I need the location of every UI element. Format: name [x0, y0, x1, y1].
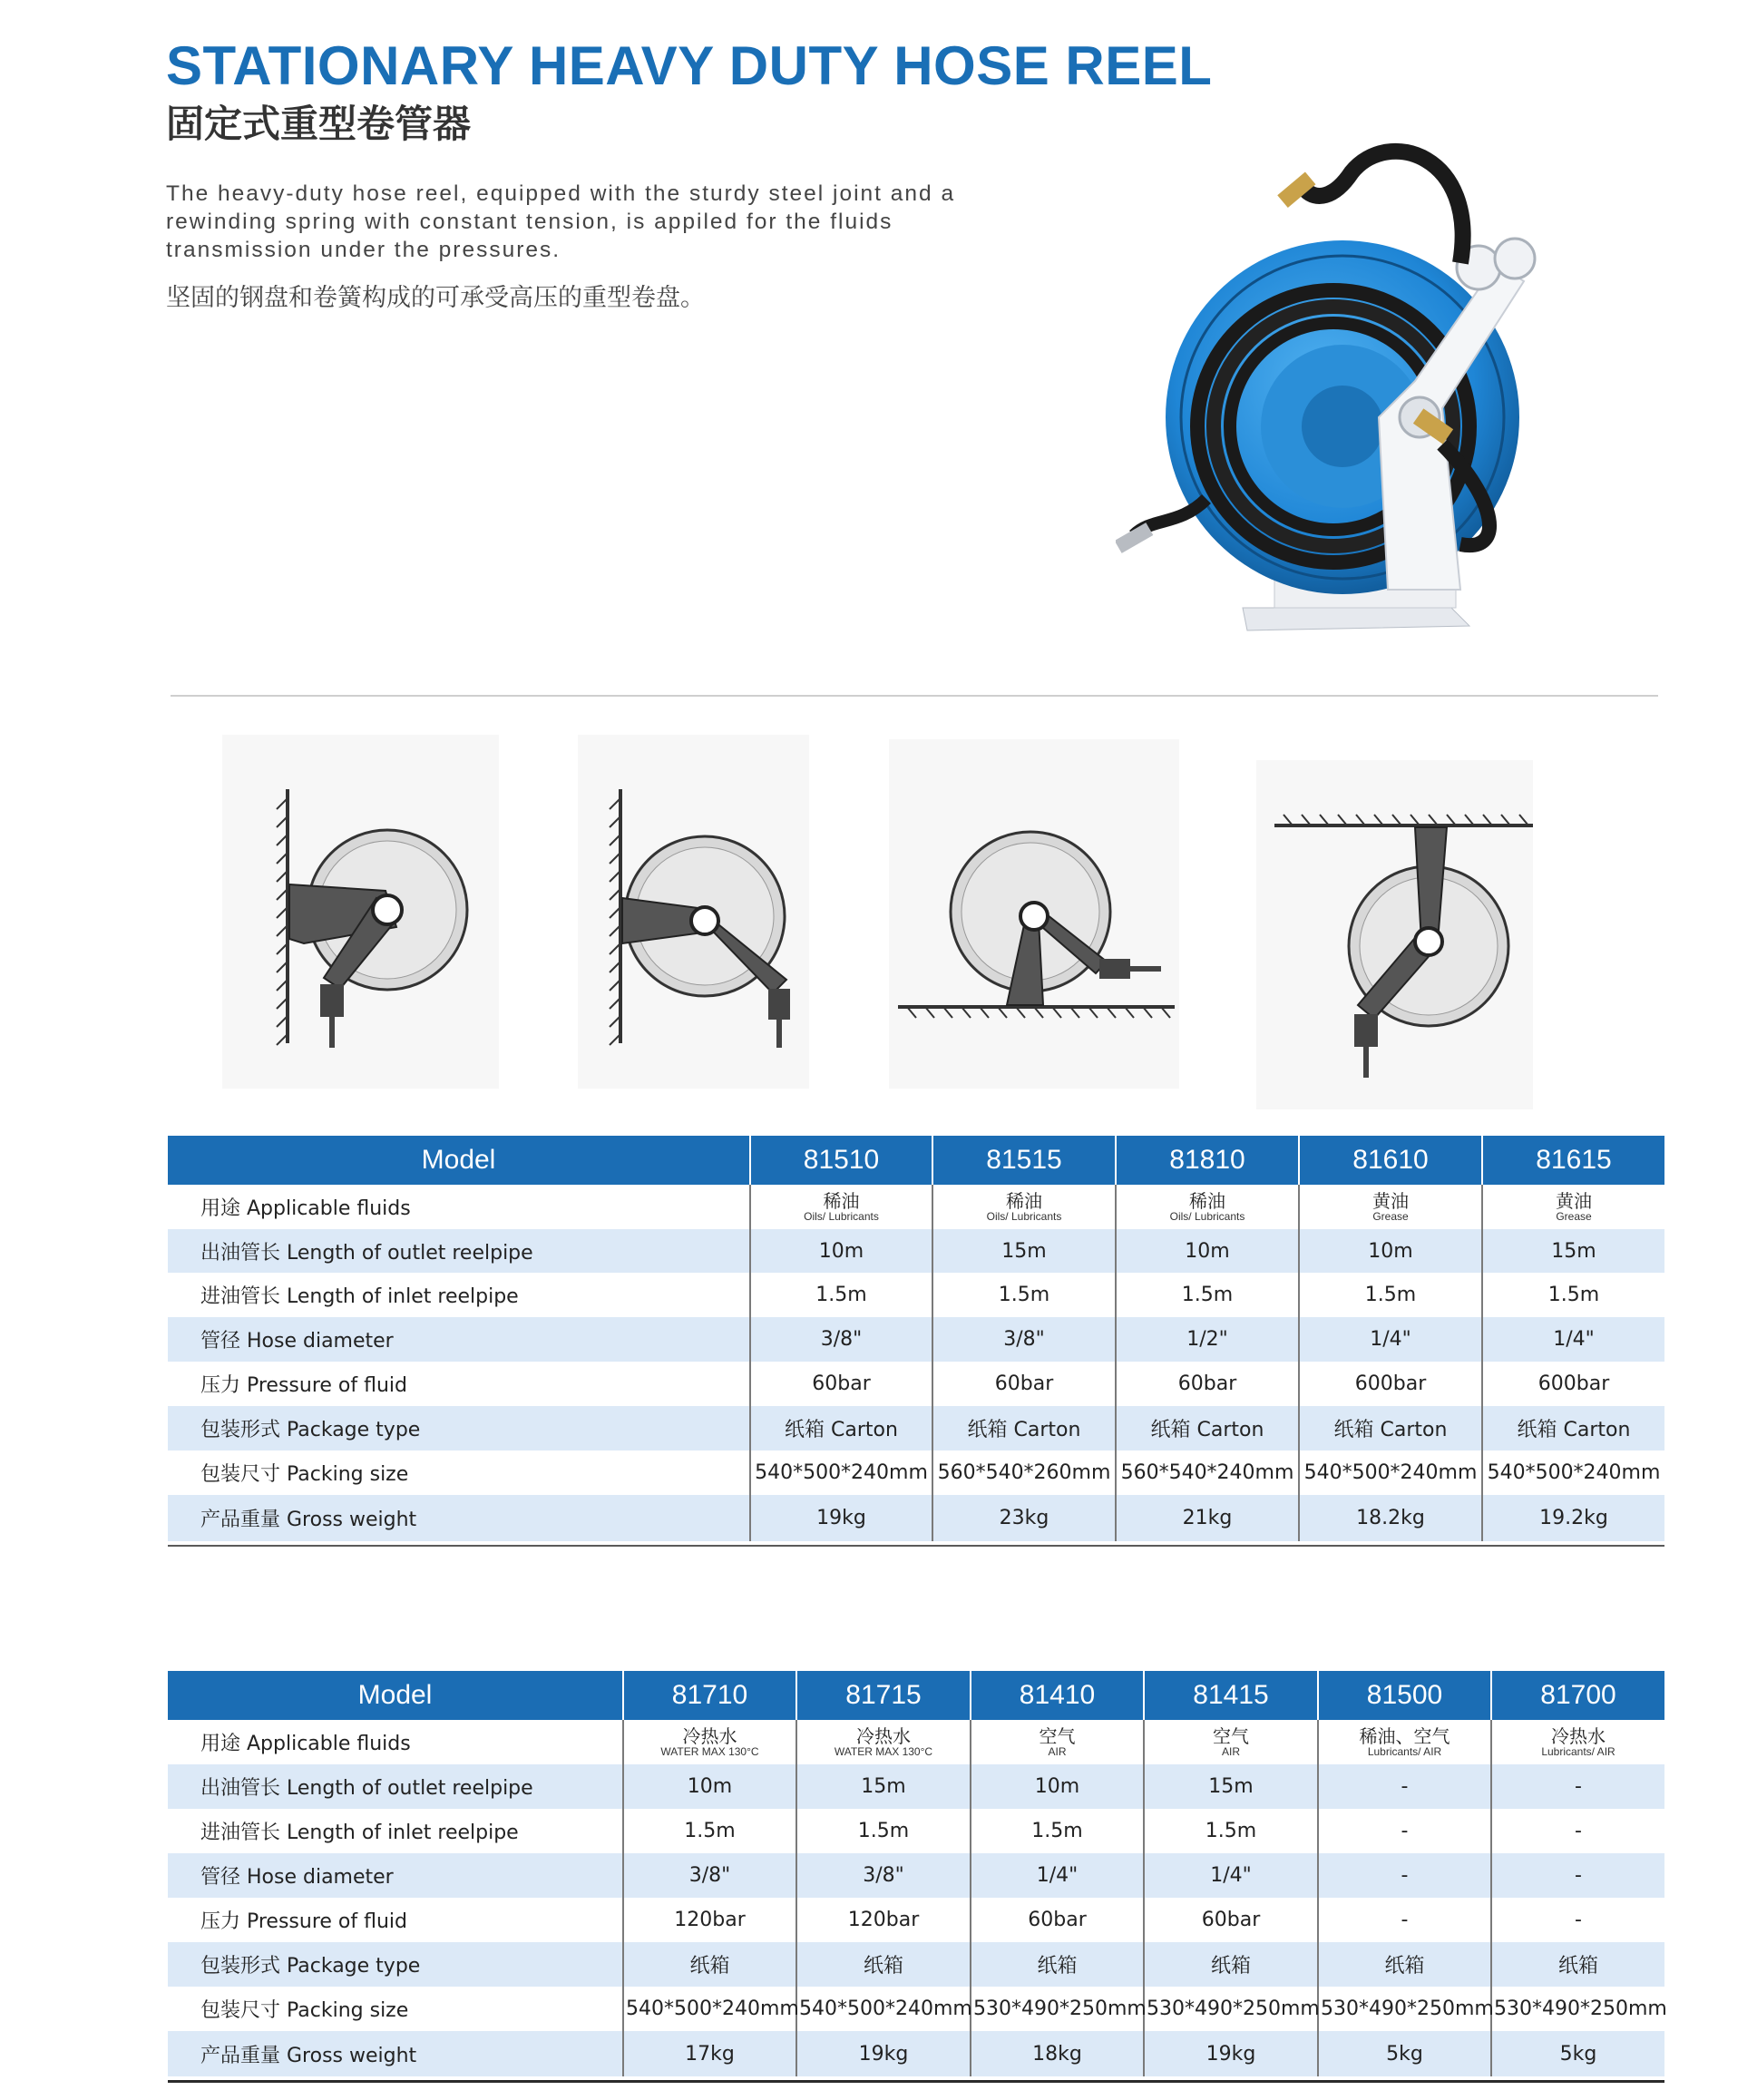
- fluid-cn: 冷热水: [1551, 1725, 1606, 1747]
- table-cell: 纸箱: [1491, 1942, 1664, 1987]
- table-cell: 60bar: [932, 1362, 1116, 1406]
- table-cell: 560*540*240mm: [1116, 1450, 1299, 1495]
- table-row: [168, 1450, 1664, 1495]
- table-cell: [796, 1720, 971, 1764]
- table-cell: 1.5m: [932, 1273, 1116, 1317]
- fluid-en: Lubricants/ AIR: [1367, 1745, 1442, 1758]
- row-label: 包装形式 Package type: [168, 1942, 623, 1987]
- table-cell: 10m: [623, 1764, 796, 1809]
- fluid-cn: 稀油: [823, 1190, 860, 1212]
- fluid-cn: 冷热水: [856, 1725, 911, 1747]
- table-cell: 15m: [932, 1229, 1116, 1273]
- table-cell: [1299, 1185, 1482, 1229]
- model-column-header: 81715: [796, 1671, 971, 1720]
- table-header-row: [168, 1136, 1664, 1185]
- table-cell: 1.5m: [1299, 1273, 1482, 1317]
- table-cell: [971, 1720, 1144, 1764]
- table-cell: -: [1318, 1853, 1491, 1898]
- table-cell: [750, 1185, 932, 1229]
- fluid-cn: 稀油: [1189, 1190, 1225, 1212]
- table-cell: 10m: [750, 1229, 932, 1273]
- table-cell: 5kg: [1318, 2031, 1491, 2076]
- table-cell: 纸箱: [623, 1942, 796, 1987]
- model-column-header: 81500: [1318, 1671, 1491, 1720]
- table-2-bottom-rule: [168, 2080, 1664, 2083]
- fluid-en: WATER MAX 130°C: [660, 1745, 759, 1758]
- table-cell: 15m: [1482, 1229, 1664, 1273]
- table-cell: [1482, 1185, 1664, 1229]
- fluid-en: Oils/ Lubricants: [1169, 1210, 1245, 1223]
- fluid-en: Lubricants/ AIR: [1541, 1745, 1615, 1758]
- table-cell: 纸箱: [796, 1942, 971, 1987]
- table-cell: 1.5m: [1482, 1273, 1664, 1317]
- table-row: [168, 1987, 1664, 2031]
- table-cell: 530*490*250mm: [971, 1987, 1144, 2031]
- fluid-cn: 空气: [1213, 1725, 1249, 1747]
- table-cell: -: [1318, 1898, 1491, 1942]
- model-column-header: 81810: [1116, 1136, 1299, 1185]
- model-column-header: 81415: [1144, 1671, 1318, 1720]
- table-cell: 540*500*240mm: [796, 1987, 971, 2031]
- table-cell: 纸箱 Carton: [1482, 1406, 1664, 1450]
- model-header: Model: [168, 1671, 623, 1720]
- floor-mount-diagram: [889, 739, 1179, 1089]
- row-label: 管径 Hose diameter: [168, 1317, 750, 1362]
- table-cell: 1/4": [1299, 1317, 1482, 1362]
- table-cell: 530*490*250mm: [1318, 1987, 1491, 2031]
- table-row: [168, 1853, 1664, 1898]
- row-label: 出油管长 Length of outlet reelpipe: [168, 1764, 623, 1809]
- table-cell: -: [1491, 1853, 1664, 1898]
- table-cell: 3/8": [796, 1853, 971, 1898]
- table-cell: 23kg: [932, 1495, 1116, 1541]
- table-cell: 1.5m: [750, 1273, 932, 1317]
- page-title-cn: 固定式重型卷管器: [166, 102, 472, 146]
- fluid-cn: 空气: [1039, 1725, 1076, 1747]
- table-cell: 560*540*260mm: [932, 1450, 1116, 1495]
- table-row: [168, 1495, 1664, 1541]
- table-cell: 60bar: [750, 1362, 932, 1406]
- table-cell: -: [1491, 1809, 1664, 1853]
- model-column-header: 81700: [1491, 1671, 1664, 1720]
- spec-table-2: [168, 1671, 1667, 2076]
- row-label: 包装形式 Package type: [168, 1406, 750, 1450]
- table-cell: 540*500*240mm: [1482, 1450, 1664, 1495]
- table-cell: 1.5m: [623, 1809, 796, 1853]
- row-label: 进油管长 Length of inlet reelpipe: [168, 1273, 750, 1317]
- table-cell: 3/8": [750, 1317, 932, 1362]
- table-cell: -: [1318, 1764, 1491, 1809]
- table-cell: 18kg: [971, 2031, 1144, 2076]
- model-column-header: 81710: [623, 1671, 796, 1720]
- table-cell: 5kg: [1491, 2031, 1664, 2076]
- ceiling-mount-diagram: [1256, 760, 1533, 1109]
- model-column-header: 81510: [750, 1136, 932, 1185]
- table-cell: 600bar: [1299, 1362, 1482, 1406]
- row-label: 包装尺寸 Packing size: [168, 1450, 750, 1495]
- table-cell: 120bar: [623, 1898, 796, 1942]
- table-row: [168, 1362, 1664, 1406]
- row-label: 压力 Pressure of fluid: [168, 1898, 623, 1942]
- table-cell: 15m: [1144, 1764, 1318, 1809]
- table-cell: [1318, 1720, 1491, 1764]
- table-cell: 19kg: [796, 2031, 971, 2076]
- table-cell: 19kg: [1144, 2031, 1318, 2076]
- description-en: The heavy-duty hose reel, equipped with the sturdy steel joint and a rewinding spring with constant tension, is appiled for the fluids transmission under the pressures.: [166, 181, 956, 262]
- table-cell: [932, 1185, 1116, 1229]
- table-row: [168, 1720, 1664, 1764]
- table-cell: 纸箱: [1318, 1942, 1491, 1987]
- table-cell: 60bar: [1116, 1362, 1299, 1406]
- table-cell: 1/2": [1116, 1317, 1299, 1362]
- table-cell: 10m: [1299, 1229, 1482, 1273]
- table-row: [168, 1317, 1664, 1362]
- fluid-cn: 黄油: [1372, 1190, 1409, 1212]
- model-column-header: 81615: [1482, 1136, 1664, 1185]
- fluid-cn: 冷热水: [682, 1725, 737, 1747]
- table-cell: 17kg: [623, 2031, 796, 2076]
- table-cell: -: [1491, 1898, 1664, 1942]
- row-label: 用途 Applicable fluids: [168, 1185, 750, 1229]
- fluid-en: Grease: [1556, 1210, 1592, 1223]
- table-cell: 纸箱 Carton: [932, 1406, 1116, 1450]
- table-row: [168, 1942, 1664, 1987]
- page-title: STATIONARY HEAVY DUTY HOSE REEL: [166, 35, 1213, 96]
- row-label: 管径 Hose diameter: [168, 1853, 623, 1898]
- fluid-en: AIR: [1221, 1745, 1240, 1758]
- table-row: [168, 1229, 1664, 1273]
- table-cell: 纸箱 Carton: [1299, 1406, 1482, 1450]
- fluid-en: Grease: [1372, 1210, 1409, 1223]
- fluid-en: Oils/ Lubricants: [804, 1210, 879, 1223]
- table-cell: 530*490*250mm: [1491, 1987, 1664, 2031]
- table-cell: [1144, 1720, 1318, 1764]
- table-header-row: [168, 1671, 1664, 1720]
- table-cell: [623, 1720, 796, 1764]
- table-row: [168, 1809, 1664, 1853]
- table-cell: 1/4": [971, 1853, 1144, 1898]
- table-1-bottom-rule: [168, 1545, 1664, 1547]
- table-cell: [1491, 1720, 1664, 1764]
- fluid-en: WATER MAX 130°C: [834, 1745, 933, 1758]
- row-label: 用途 Applicable fluids: [168, 1720, 623, 1764]
- table-cell: 540*500*240mm: [1299, 1450, 1482, 1495]
- row-label: 产品重量 Gross weight: [168, 2031, 623, 2076]
- table-cell: 3/8": [932, 1317, 1116, 1362]
- table-cell: 60bar: [1144, 1898, 1318, 1942]
- table-cell: 1.5m: [971, 1809, 1144, 1853]
- table-row: [168, 1185, 1664, 1229]
- hose-reel-product-image: [1116, 118, 1542, 644]
- row-label: 出油管长 Length of outlet reelpipe: [168, 1229, 750, 1273]
- row-label: 包装尺寸 Packing size: [168, 1987, 623, 2031]
- table-cell: -: [1491, 1764, 1664, 1809]
- fluid-en: AIR: [1048, 1745, 1067, 1758]
- table-row: [168, 1898, 1664, 1942]
- fluid-cn: 稀油: [1006, 1190, 1042, 1212]
- table-cell: 1.5m: [1144, 1809, 1318, 1853]
- row-label: 进油管长 Length of inlet reelpipe: [168, 1809, 623, 1853]
- table-row: [168, 1764, 1664, 1809]
- table-cell: [1116, 1185, 1299, 1229]
- table-row: [168, 2031, 1664, 2076]
- spec-table-1: [168, 1136, 1664, 1541]
- table-cell: 19.2kg: [1482, 1495, 1664, 1541]
- table-cell: 1/4": [1482, 1317, 1664, 1362]
- table-cell: 10m: [1116, 1229, 1299, 1273]
- table-cell: 1.5m: [1116, 1273, 1299, 1317]
- table-cell: 60bar: [971, 1898, 1144, 1942]
- table-cell: 1.5m: [796, 1809, 971, 1853]
- table-cell: 1/4": [1144, 1853, 1318, 1898]
- table-cell: 纸箱: [971, 1942, 1144, 1987]
- fluid-cn: 稀油、空气: [1359, 1725, 1450, 1747]
- table-cell: 纸箱 Carton: [750, 1406, 932, 1450]
- model-header: Model: [168, 1136, 750, 1185]
- table-cell: 15m: [796, 1764, 971, 1809]
- table-cell: 21kg: [1116, 1495, 1299, 1541]
- row-label: 压力 Pressure of fluid: [168, 1362, 750, 1406]
- model-column-header: 81410: [971, 1671, 1144, 1720]
- table-cell: 19kg: [750, 1495, 932, 1541]
- fluid-en: Oils/ Lubricants: [986, 1210, 1062, 1223]
- model-column-header: 81515: [932, 1136, 1116, 1185]
- section-divider: [171, 695, 1658, 697]
- table-cell: 530*490*250mm: [1144, 1987, 1318, 2031]
- model-column-header: 81610: [1299, 1136, 1482, 1185]
- description-cn: 坚固的钢盘和卷簧构成的可承受高压的重型卷盘。: [166, 284, 705, 312]
- fluid-cn: 黄油: [1556, 1190, 1592, 1212]
- table-cell: 10m: [971, 1764, 1144, 1809]
- table-cell: 3/8": [623, 1853, 796, 1898]
- table-cell: 540*500*240mm: [623, 1987, 796, 2031]
- table-cell: 纸箱 Carton: [1116, 1406, 1299, 1450]
- table-cell: 纸箱: [1144, 1942, 1318, 1987]
- table-cell: 120bar: [796, 1898, 971, 1942]
- table-cell: 540*500*240mm: [750, 1450, 932, 1495]
- wall-mount-left-diagram: [222, 735, 499, 1089]
- table-row: [168, 1273, 1664, 1317]
- row-label: 产品重量 Gross weight: [168, 1495, 750, 1541]
- table-row: [168, 1406, 1664, 1450]
- table-cell: 18.2kg: [1299, 1495, 1482, 1541]
- table-cell: 600bar: [1482, 1362, 1664, 1406]
- table-cell: -: [1318, 1809, 1491, 1853]
- wall-mount-right-diagram: [578, 735, 809, 1089]
